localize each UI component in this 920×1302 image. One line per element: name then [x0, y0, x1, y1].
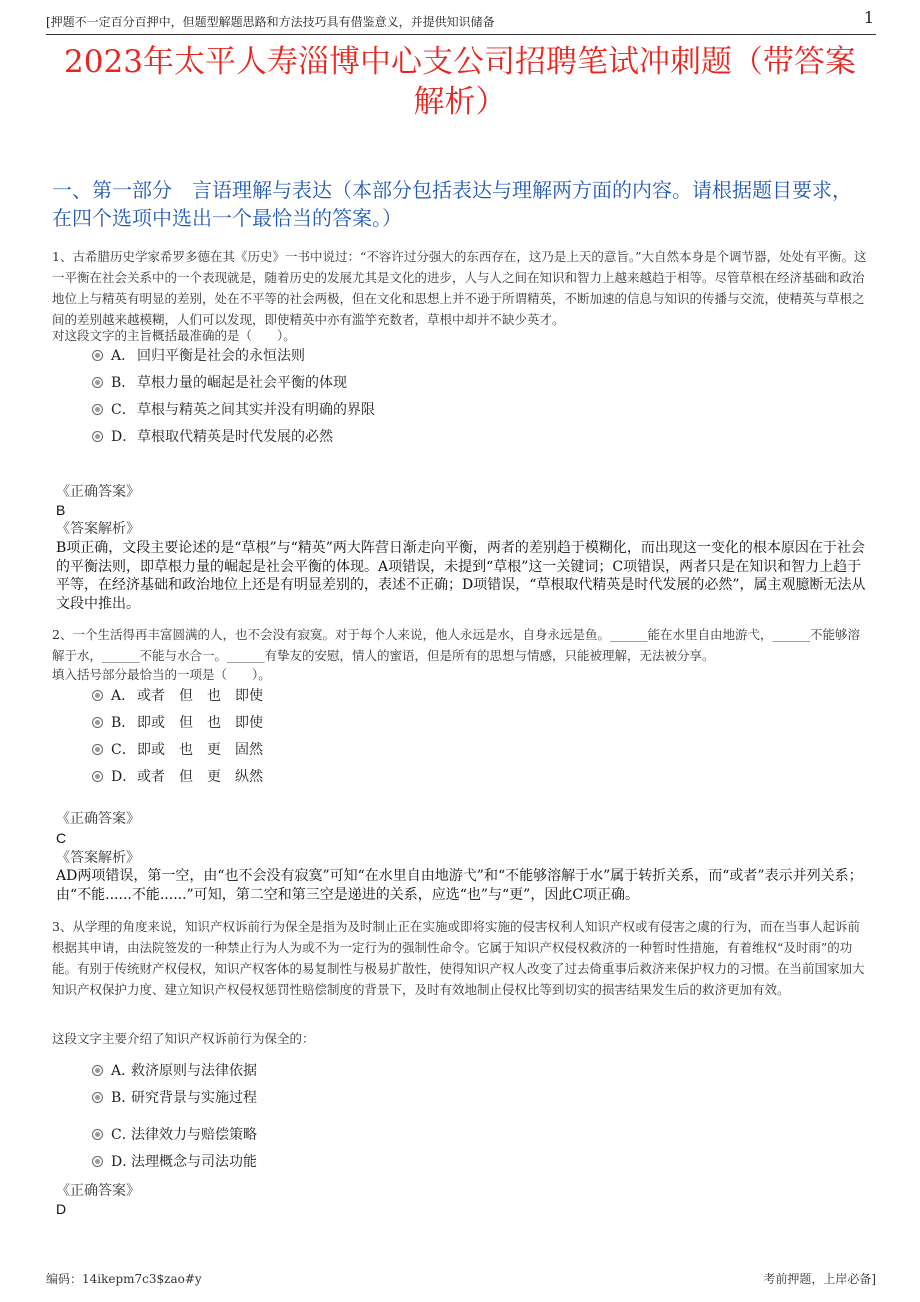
radio-icon[interactable]: [92, 717, 103, 728]
radio-icon[interactable]: [92, 404, 103, 415]
question-1-prompt: 对这段文字的主旨概括最准确的是（ ）。: [52, 328, 296, 343]
question-3-option-a[interactable]: A．救济原则与法律依据: [92, 1061, 257, 1081]
question-1-option-c[interactable]: C．草根与精英之间其实并没有明确的界限: [92, 400, 375, 420]
question-2-analysis: AD两项错误，第一空，由“也不会没有寂寞”可知“在水里自由地游弋”和“不能够溶解于水”属于转折关系，而“或者”表示并列关系；由“不能......不能......”可知，第二空和第三空是递进的关系，应选“也”与“更”，因此C项正确。: [56, 868, 863, 903]
question-2-analysis-label: 《答案解析》: [56, 850, 140, 866]
question-1-answer: B: [56, 502, 66, 518]
header-note: [押题不一定百分百押中，但题型解题思路和方法技巧具有借鉴意义，并提供知识储备: [46, 15, 495, 29]
radio-icon[interactable]: [92, 1129, 103, 1140]
radio-icon[interactable]: [92, 431, 103, 442]
question-2-answer-label: 《正确答案》: [56, 811, 140, 827]
question-3-stem: 3、从学理的角度来说，知识产权诉前行为保全是指为及时制止正在实施或即将实施的侵害权利人知识产权或有侵害之虞的行为，而在当事人起诉前根据其申请，由法院签发的一种禁止行为人为或不为一定行为的强制性命令。它属于知识产权侵权救济的一种暂时性措施，有着维权“及时雨”的功能。有别于传统财产权侵权，知识产权客体的易复制性与极易扩散性，使得知识产权人改变了过去倚重事后救济来保护权力的习惯。在当前国家加大知识产权保护力度、建立知识产权侵权惩罚性赔偿制度的背景下，及时有效地制止侵权比等到切实的损害结果发生后的救济更加有效。: [52, 919, 865, 997]
radio-icon[interactable]: [92, 377, 103, 388]
question-2-prompt: 填入括号部分最恰当的一项是（ ）。: [52, 667, 271, 682]
page-header: [46, 10, 876, 35]
radio-icon[interactable]: [92, 350, 103, 361]
question-3-option-c[interactable]: C．法律效力与赔偿策略: [92, 1125, 257, 1145]
question-1-stem: 1、古希腊历史学家希罗多德在其《历史》一书中说过：“不容许过分强大的东西存在，这乃是上天的意旨。”大自然本身是个调节器，处处有平衡。这一平衡在社会关系中的一个表现就是，随着历史的发展尤其是文化的进步，人与人之间在知识和智力上越来越趋于相等。尽管草根在经济基础和政治地位上与精英有明显的差别，处在不平等的社会两极，但在文化和思想上并不逊于所谓精英，不断加速的信息与知识的传播与交流，使精英与草根之间的差别越来越模糊，人们可以发现，即使精英中亦有滥竽充数者，草根中却并不缺少英才。: [52, 249, 867, 327]
question-1-analysis: B项正确，文段主要论述的是“草根”与“精英”两大阵营日渐走向平衡，两者的差别趋于模糊化，而出现这一变化的根本原因在于社会的平衡法则，即草根力量的崛起是社会平衡的体现。A项错误，未提到“草根”这一关键词；C项错误，两者只是在知识和智力上趋于平等，在经济基础和政治地位上还是有明显差别的，表述不正确；D项错误，“草根取代精英是时代发展的必然”，属主观臆断无法从文段中推出。: [56, 540, 866, 612]
question-1-option-d[interactable]: D．草根取代精英是时代发展的必然: [92, 427, 333, 447]
question-3-option-d[interactable]: D．法理概念与司法功能: [92, 1152, 257, 1172]
question-2-option-c[interactable]: C．即或 也 更 固然: [92, 740, 263, 760]
question-1-answer-label: 《正确答案》: [56, 484, 140, 500]
question-1-analysis-label: 《答案解析》: [56, 521, 140, 537]
radio-icon[interactable]: [92, 690, 103, 701]
question-2-option-b[interactable]: B． 即或 但 也 即使: [92, 713, 263, 733]
footer-slogan: 考前押题，上岸必备]: [763, 1272, 876, 1286]
question-2-option-a[interactable]: A． 或者 但 也 即使: [92, 686, 263, 706]
radio-icon[interactable]: [92, 744, 103, 755]
question-1-option-a[interactable]: A． 回归平衡是社会的永恒法则: [92, 346, 305, 366]
radio-icon[interactable]: [92, 771, 103, 782]
radio-icon[interactable]: [92, 1156, 103, 1167]
section-heading: 一、第一部分 言语理解与表达（本部分包括表达与理解两方面的内容。请根据题目要求，在四个选项中选出一个最恰当的答案。）: [52, 178, 852, 230]
radio-icon[interactable]: [92, 1092, 103, 1103]
footer-code: 编码：14ikepm7c3$zao#y: [46, 1272, 202, 1286]
question-2-answer: C: [56, 830, 67, 846]
question-3-option-b[interactable]: B．研究背景与实施过程: [92, 1088, 257, 1108]
radio-icon[interactable]: [92, 1065, 103, 1076]
page-number: 1: [863, 8, 874, 27]
document-title: 2023年太平人寿淄博中心支公司招聘笔试冲刺题（带答案解析）: [64, 44, 856, 120]
question-2-option-d[interactable]: D．或者 但 更 纵然: [92, 767, 263, 787]
question-3-answer-label: 《正确答案》: [56, 1183, 140, 1199]
question-1-option-b[interactable]: B． 草根力量的崛起是社会平衡的体现: [92, 373, 347, 393]
question-3-answer: D: [56, 1201, 67, 1217]
question-2-stem: 2、一个生活得再丰富圆满的人，也不会没有寂寞。对于每个人来说，他人永远是水，自身永远是鱼。______能在水里自由地游弋，______不能够溶解于水，______不能与水合一。______有挚友的安慰，情人的蜜语，但是所有的思想与情感，只能被理解，无法被分享。: [52, 627, 860, 663]
question-3-prompt: 这段文字主要介绍了知识产权诉前行为保全的：: [52, 1031, 315, 1046]
